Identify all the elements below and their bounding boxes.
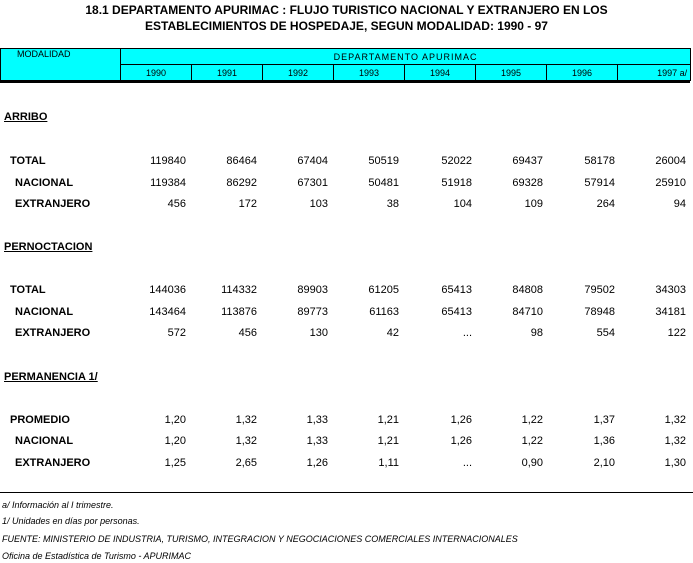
table-row <box>0 177 693 191</box>
cell: 51918 <box>441 177 472 189</box>
cell: 86292 <box>226 177 257 189</box>
cell: 1,20 <box>164 414 186 426</box>
table-row <box>0 327 693 341</box>
cell: 89773 <box>297 306 328 318</box>
year-header: 1995 <box>476 65 547 81</box>
cell: 1,25 <box>164 457 186 469</box>
cell: 264 <box>596 198 615 210</box>
cell: 79502 <box>584 284 615 296</box>
row-label: PROMEDIO <box>10 414 70 426</box>
row-label: EXTRANJERO <box>15 327 91 339</box>
cell: 57914 <box>584 177 615 189</box>
cell: 89903 <box>297 284 328 296</box>
cell: 1,26 <box>450 414 472 426</box>
cell: 38 <box>386 198 399 210</box>
cell: 69328 <box>512 177 543 189</box>
cell: 130 <box>309 327 328 339</box>
row-label: EXTRANJERO <box>15 198 91 210</box>
cell: 1,21 <box>377 414 399 426</box>
cell: 25910 <box>655 177 686 189</box>
cell: 1,26 <box>450 435 472 447</box>
cell: 61205 <box>368 284 399 296</box>
section-title-arribo: ARRIBO <box>4 111 48 123</box>
row-label: TOTAL <box>10 155 46 167</box>
cell: 52022 <box>441 155 472 167</box>
row-label: NACIONAL <box>15 306 74 318</box>
cell: 50519 <box>368 155 399 167</box>
cell: 113876 <box>221 306 257 318</box>
cell: 94 <box>673 198 686 210</box>
cell: 1,32 <box>664 414 686 426</box>
cell: 456 <box>238 327 257 339</box>
cell: 42 <box>386 327 399 339</box>
department-header: DEPARTAMENTO APURIMAC <box>121 49 691 65</box>
cell: 65413 <box>441 284 472 296</box>
row-label: NACIONAL <box>15 177 74 189</box>
cell: 1,32 <box>235 435 257 447</box>
cell: 1,33 <box>306 414 328 426</box>
cell: 1,32 <box>235 414 257 426</box>
cell: 1,36 <box>593 435 615 447</box>
cell: ... <box>462 327 472 339</box>
cell: 61163 <box>369 306 399 318</box>
cell: 84710 <box>512 306 543 318</box>
row-label: TOTAL <box>10 284 46 296</box>
table-row <box>0 435 693 449</box>
cell: 114332 <box>221 284 257 296</box>
cell: 69437 <box>512 155 543 167</box>
cell: 67404 <box>297 155 328 167</box>
modalidad-header: MODALIDAD <box>1 49 121 81</box>
footer-divider <box>0 492 693 493</box>
cell: 109 <box>524 198 543 210</box>
section-title-permanencia: PERMANENCIA 1/ <box>4 371 98 383</box>
header-divider <box>0 81 690 83</box>
cell: 1,11 <box>378 457 399 469</box>
table-row <box>0 414 693 428</box>
section-title-pernoctacion: PERNOCTACION <box>4 241 93 253</box>
year-header: 1994 <box>405 65 476 81</box>
cell: 2,65 <box>235 457 257 469</box>
cell: 1,37 <box>593 414 615 426</box>
cell: 84808 <box>512 284 543 296</box>
cell: 26004 <box>655 155 686 167</box>
cell: 1,22 <box>521 435 543 447</box>
row-label: EXTRANJERO <box>15 457 91 469</box>
cell: 86464 <box>226 155 257 167</box>
year-header: 1990 <box>121 65 192 81</box>
cell: 65413 <box>441 306 472 318</box>
table-row <box>0 306 693 320</box>
source-note: FUENTE: MINISTERIO DE INDUSTRIA, TURISMO, INTEGRACION Y NEGOCIACIONES COMERCIALES INTERNACIONALES <box>2 534 518 544</box>
table-title-line-1: 18.1 DEPARTAMENTO APURIMAC : FLUJO TURISTICO NACIONAL Y EXTRANJERO EN LOS <box>85 3 608 17</box>
cell: 50481 <box>368 177 399 189</box>
header-table <box>0 48 691 81</box>
row-label: NACIONAL <box>15 435 74 447</box>
year-header: 1997 a/ <box>618 65 691 81</box>
cell: 58178 <box>584 155 615 167</box>
footnote-a: a/ Información al I trimestre. <box>2 500 114 510</box>
cell: 104 <box>453 198 472 210</box>
year-header: 1993 <box>334 65 405 81</box>
cell: 1,22 <box>521 414 543 426</box>
cell: 572 <box>167 327 186 339</box>
year-header: 1991 <box>192 65 263 81</box>
cell: 1,32 <box>664 435 686 447</box>
table-row <box>0 155 693 169</box>
cell: 143464 <box>149 306 186 318</box>
cell: 1,30 <box>664 457 686 469</box>
table-row <box>0 457 693 471</box>
cell: 98 <box>530 327 543 339</box>
cell: 34303 <box>655 284 686 296</box>
cell: 119384 <box>150 177 186 189</box>
cell: 456 <box>167 198 186 210</box>
office-note: Oficina de Estadística de Turismo - APURIMAC <box>2 551 192 561</box>
cell: 103 <box>309 198 328 210</box>
cell: 67301 <box>297 177 328 189</box>
cell: 119840 <box>150 155 186 167</box>
cell: 2,10 <box>593 457 615 469</box>
cell: 144036 <box>149 284 186 296</box>
cell: 1,20 <box>164 435 186 447</box>
cell: 34181 <box>655 306 686 318</box>
table-row <box>0 284 693 298</box>
cell: 122 <box>667 327 686 339</box>
footnote-1: 1/ Unidades en días por personas. <box>2 516 140 526</box>
table-row <box>0 198 693 212</box>
cell: ... <box>462 457 472 469</box>
year-header: 1996 <box>547 65 618 81</box>
cell: 78948 <box>584 306 615 318</box>
year-header: 1992 <box>263 65 334 81</box>
cell: 0,90 <box>521 457 543 469</box>
cell: 554 <box>596 327 615 339</box>
cell: 1,33 <box>306 435 328 447</box>
cell: 172 <box>238 198 257 210</box>
cell: 1,26 <box>306 457 328 469</box>
table-title-line-2: ESTABLECIMIENTOS DE HOSPEDAJE, SEGUN MODALIDAD: 1990 - 97 <box>145 19 548 33</box>
cell: 1,21 <box>377 435 399 447</box>
